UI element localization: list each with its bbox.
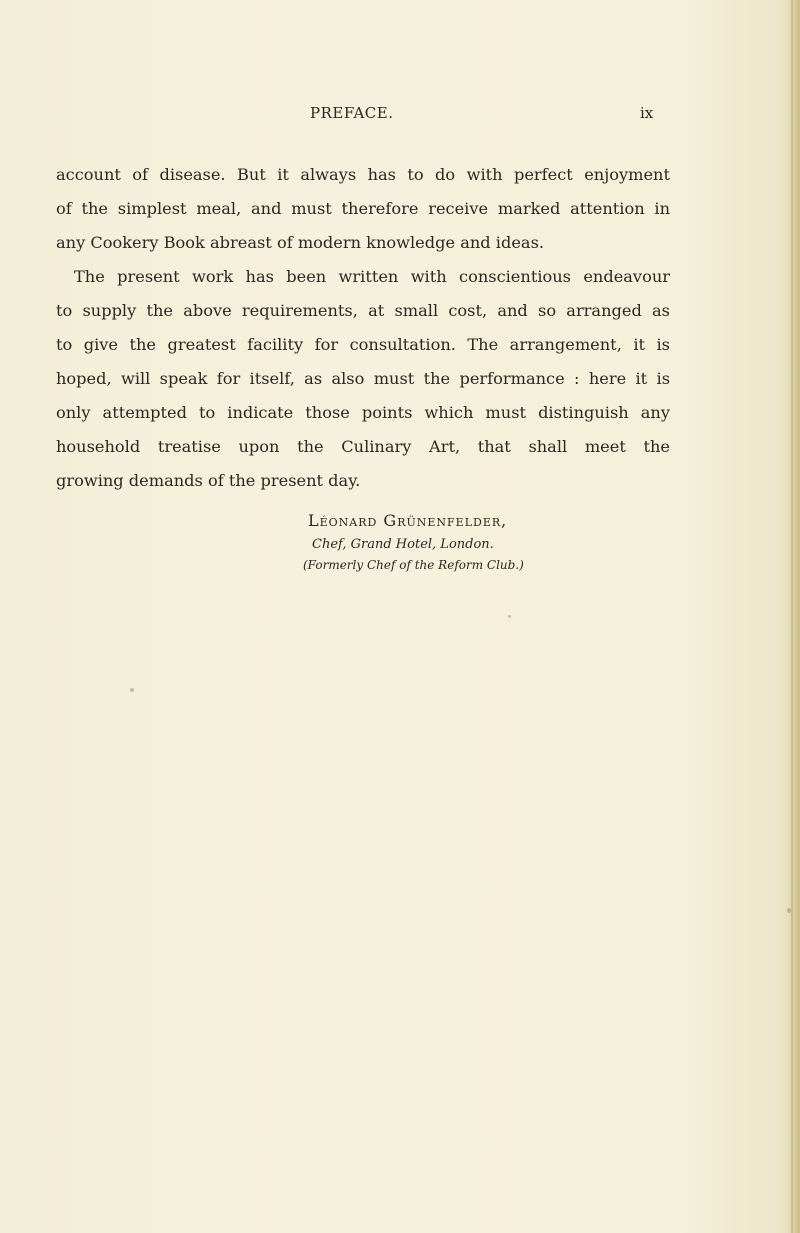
page-edge-line (791, 0, 793, 1233)
signature-name: Léonard Grünenfelder, (308, 511, 508, 530)
text-line: The present work has been written with conscientious endeavour (74, 267, 670, 286)
signature-block (303, 507, 628, 575)
paper-speck (508, 615, 511, 618)
paper-speck (130, 688, 134, 692)
text-line: hoped, will speak for itself, as also must the performance : here it is (56, 369, 670, 388)
text-line: only attempted to indicate those points which must distinguish any (56, 403, 670, 422)
text-line: account of disease. But it always has to do with perfect enjoyment (56, 165, 670, 184)
paper-speck (787, 908, 791, 913)
text-line: to supply the above requirements, at small cost, and so arranged as (56, 301, 670, 320)
page-edge-shadow (788, 0, 800, 1233)
text-line: growing demands of the present day. (56, 471, 361, 490)
text-line: to give the greatest facility for consultation. The arrangement, it is (56, 335, 670, 354)
signature-role: Chef, Grand Hotel, London. (312, 537, 494, 552)
text-line: of the simplest meal, and must therefore receive marked attention in (56, 199, 670, 218)
running-title: PREFACE. (310, 104, 394, 122)
page-number: ix (640, 104, 654, 122)
running-head (0, 104, 800, 128)
text-line: any Cookery Book abreast of modern knowledge and ideas. (56, 233, 545, 252)
signature-former-role: (Formerly Chef of the Reform Club.) (303, 558, 524, 572)
text-line: household treatise upon the Culinary Art, that shall meet the (56, 437, 670, 456)
body-text (56, 158, 670, 498)
